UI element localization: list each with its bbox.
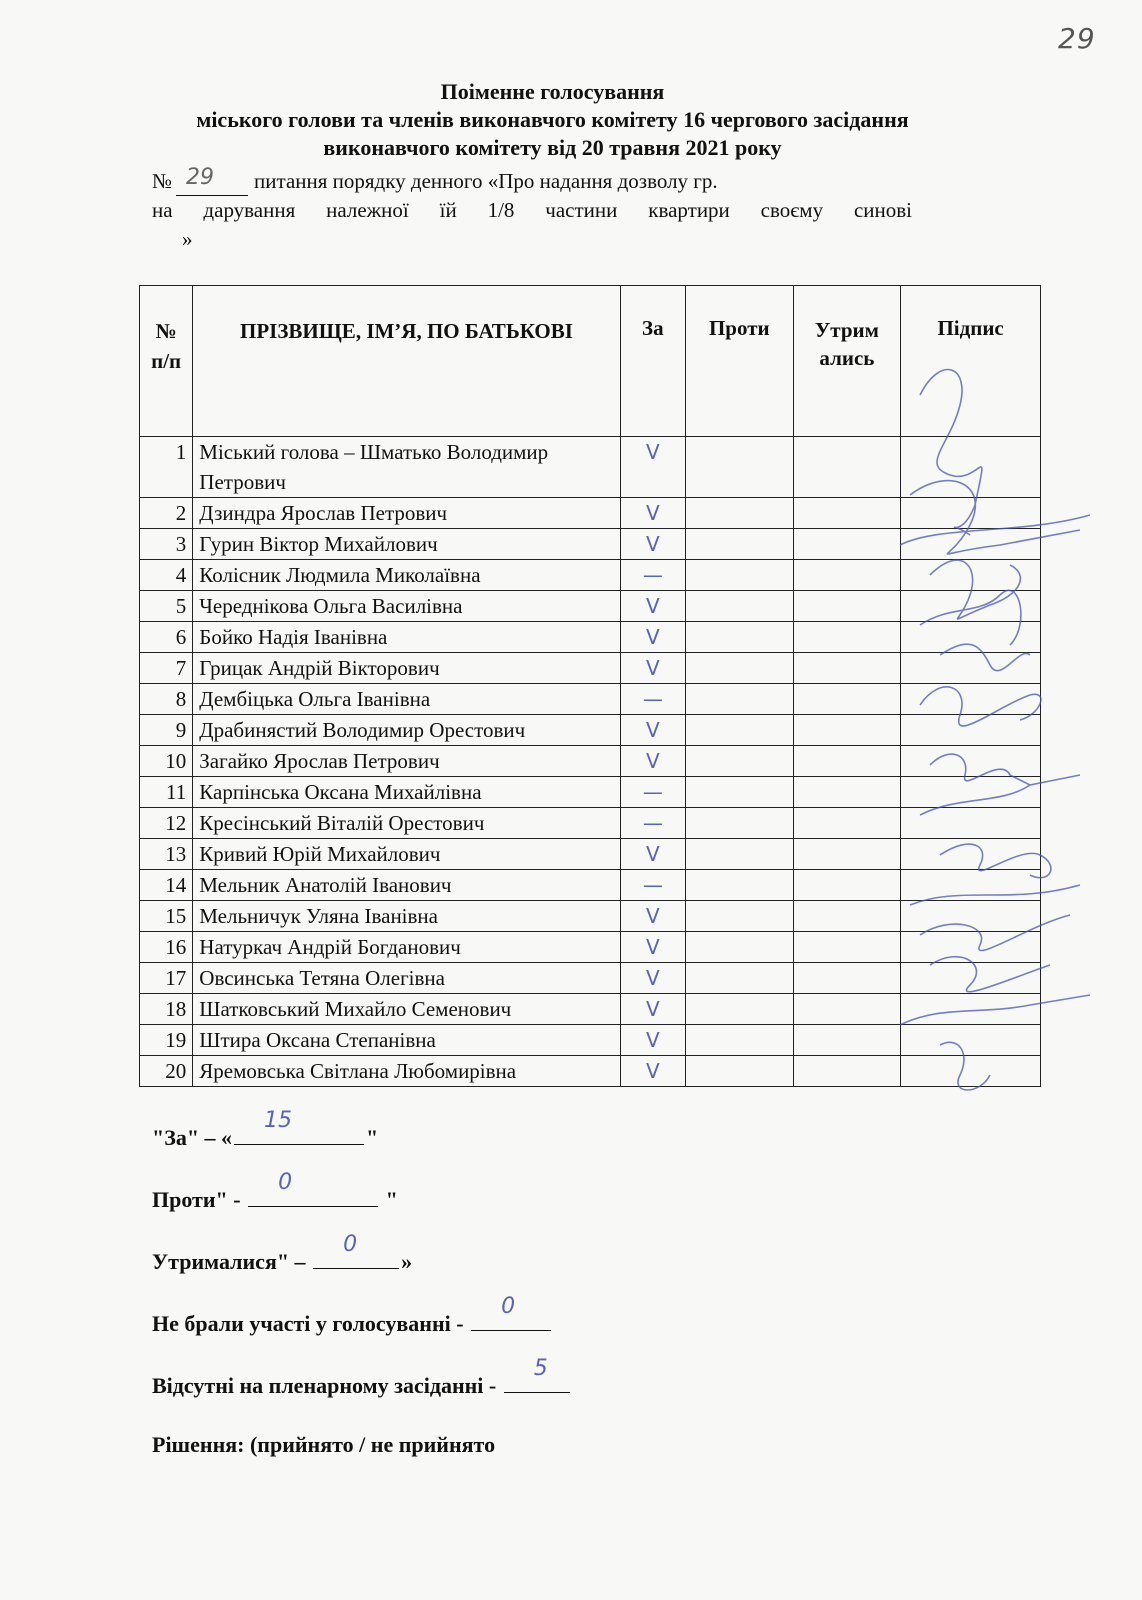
row-for-mark: — — [620, 870, 685, 901]
agenda-line1: питання порядку денного «Про надання дозволу гр. — [254, 169, 718, 193]
row-name: Кресінський Віталій Орестович — [193, 808, 620, 839]
header-against: Проти — [686, 286, 794, 437]
summary-absent-value: 5 — [533, 1356, 548, 1381]
table-row — [140, 901, 1041, 932]
row-number: 16 — [140, 932, 193, 963]
row-name: Кривий Юрій Михайлович — [193, 839, 620, 870]
row-name: Шатковський Михайло Семенович — [193, 994, 620, 1025]
row-against — [686, 437, 794, 498]
summary-for-value: 15 — [264, 1108, 293, 1133]
row-name: Овсинська Тетяна Олегівна — [193, 963, 620, 994]
row-against — [686, 622, 794, 653]
row-against — [686, 839, 794, 870]
row-name: Загайко Ярослав Петрович — [193, 746, 620, 777]
row-signature — [901, 746, 1041, 777]
row-name: Яремовська Світлана Любомирівна — [193, 1056, 620, 1087]
row-signature — [901, 622, 1041, 653]
row-signature — [901, 932, 1041, 963]
summary-for — [152, 1108, 379, 1151]
row-name: Бойко Надія Іванівна — [193, 622, 620, 653]
row-for-mark: V — [620, 653, 685, 684]
row-number: 1 — [140, 437, 193, 498]
row-for-mark: V — [620, 498, 685, 529]
summary-abstained-end: » — [401, 1249, 413, 1274]
agenda-number: 29 — [186, 165, 215, 190]
row-name: Гурин Віктор Михайлович — [193, 529, 620, 560]
row-abstained — [793, 932, 901, 963]
row-for-mark: V — [620, 591, 685, 622]
row-abstained — [793, 653, 901, 684]
table-row — [140, 684, 1041, 715]
document-header — [100, 78, 1005, 162]
row-number: 11 — [140, 777, 193, 808]
page-number: 29 — [1058, 22, 1096, 55]
row-name: Дембіцька Ольга Іванівна — [193, 684, 620, 715]
table-row — [140, 498, 1041, 529]
row-for-mark: V — [620, 963, 685, 994]
summary-for-blank — [234, 1108, 364, 1145]
row-signature — [901, 901, 1041, 932]
row-number: 4 — [140, 560, 193, 591]
agenda-number-blank — [176, 165, 248, 196]
table-row — [140, 653, 1041, 684]
row-name: Мельник Анатолій Іванович — [193, 870, 620, 901]
row-abstained — [793, 870, 901, 901]
table-row — [140, 870, 1041, 901]
row-signature — [901, 684, 1041, 715]
row-number: 10 — [140, 746, 193, 777]
header-subtitle: міського голови та членів виконавчого комітету 16 чергового засідання — [196, 107, 909, 132]
row-signature — [901, 1056, 1041, 1087]
table-row — [140, 622, 1041, 653]
summary-against-blank — [248, 1170, 378, 1207]
row-number: 19 — [140, 1025, 193, 1056]
row-number: 5 — [140, 591, 193, 622]
row-abstained — [793, 963, 901, 994]
row-against — [686, 1056, 794, 1087]
row-number: 2 — [140, 498, 193, 529]
row-abstained — [793, 498, 901, 529]
row-signature — [901, 437, 1041, 498]
row-signature — [901, 963, 1041, 994]
row-for-mark: V — [620, 901, 685, 932]
summary-not-voted-label: Не брали участі у голосуванні - — [152, 1311, 464, 1336]
row-against — [686, 653, 794, 684]
row-for-mark: — — [620, 808, 685, 839]
row-for-mark: V — [620, 1056, 685, 1087]
agenda-item — [152, 167, 912, 254]
row-name: Натуркач Андрій Богданович — [193, 932, 620, 963]
row-signature — [901, 653, 1041, 684]
row-against — [686, 963, 794, 994]
row-name: Дзиндра Ярослав Петрович — [193, 498, 620, 529]
row-against — [686, 498, 794, 529]
agenda-line3: » — [182, 227, 193, 251]
header-date: виконавчого комітету від 20 травня 2021 року — [323, 135, 782, 160]
row-signature — [901, 1025, 1041, 1056]
row-against — [686, 994, 794, 1025]
row-for-mark: V — [620, 437, 685, 498]
row-abstained — [793, 994, 901, 1025]
table-row — [140, 1025, 1041, 1056]
row-abstained — [793, 622, 901, 653]
table-row — [140, 746, 1041, 777]
row-name: Череднікова Ольга Василівна — [193, 591, 620, 622]
row-against — [686, 777, 794, 808]
row-abstained — [793, 591, 901, 622]
summary-absent-label: Відсутні на пленарному засіданні - — [152, 1373, 497, 1398]
row-signature — [901, 808, 1041, 839]
row-abstained — [793, 437, 901, 498]
row-signature — [901, 591, 1041, 622]
row-number: 3 — [140, 529, 193, 560]
row-against — [686, 808, 794, 839]
row-signature — [901, 839, 1041, 870]
header-abstained: Утрим ались — [793, 286, 901, 437]
row-against — [686, 932, 794, 963]
row-number: 18 — [140, 994, 193, 1025]
summary-abstained-value: 0 — [343, 1232, 358, 1257]
row-abstained — [793, 777, 901, 808]
summary-abstained-label: Утрималися" – — [152, 1249, 306, 1274]
row-against — [686, 870, 794, 901]
agenda-line2: на дарування належної їй 1/8 частини квартири своєму синові — [152, 198, 912, 222]
row-for-mark: — — [620, 777, 685, 808]
row-for-mark: V — [620, 1025, 685, 1056]
header-name: ПРІЗВИЩЕ, ІМ’Я, ПО БАТЬКОВІ — [193, 286, 620, 437]
summary-not-voted-blank — [471, 1294, 551, 1331]
row-number: 15 — [140, 901, 193, 932]
row-abstained — [793, 1056, 901, 1087]
summary-abstained-blank — [313, 1232, 399, 1269]
summary-for-label: "За" – « — [152, 1125, 233, 1150]
table-row — [140, 808, 1041, 839]
row-for-mark: V — [620, 994, 685, 1025]
row-against — [686, 684, 794, 715]
table-row — [140, 560, 1041, 591]
table-row — [140, 963, 1041, 994]
row-abstained — [793, 560, 901, 591]
row-for-mark: V — [620, 839, 685, 870]
row-name: Мельничук Уляна Іванівна — [193, 901, 620, 932]
header-no: № п/п — [140, 286, 193, 437]
table-row — [140, 591, 1041, 622]
row-signature — [901, 560, 1041, 591]
row-abstained — [793, 529, 901, 560]
table-row — [140, 994, 1041, 1025]
row-name: Грицак Андрій Вікторович — [193, 653, 620, 684]
row-number: 7 — [140, 653, 193, 684]
table-row — [140, 529, 1041, 560]
table-row — [140, 715, 1041, 746]
row-abstained — [793, 746, 901, 777]
row-name: Штира Оксана Степанівна — [193, 1025, 620, 1056]
summary-not-voted-value: 0 — [501, 1294, 516, 1319]
summary-against-label: Проти" - — [152, 1187, 241, 1212]
row-signature — [901, 529, 1041, 560]
row-number: 13 — [140, 839, 193, 870]
row-signature — [901, 715, 1041, 746]
row-signature — [901, 777, 1041, 808]
summary-absent — [152, 1356, 572, 1399]
row-name: Карпінська Оксана Михайлівна — [193, 777, 620, 808]
header-for: За — [620, 286, 685, 437]
row-for-mark: V — [620, 622, 685, 653]
row-for-mark: V — [620, 715, 685, 746]
row-abstained — [793, 684, 901, 715]
row-name: Міський голова – Шматько Володимир Петрович — [193, 437, 620, 498]
row-abstained — [793, 839, 901, 870]
row-number: 9 — [140, 715, 193, 746]
row-abstained — [793, 1025, 901, 1056]
row-against — [686, 529, 794, 560]
row-number: 8 — [140, 684, 193, 715]
row-for-mark: V — [620, 932, 685, 963]
row-signature — [901, 994, 1041, 1025]
table-row — [140, 777, 1041, 808]
table-row — [140, 932, 1041, 963]
summary-decision: Рішення: (прийнято / не прийнято — [152, 1432, 496, 1457]
summary-not-voted — [152, 1294, 553, 1337]
row-abstained — [793, 715, 901, 746]
table-row — [140, 839, 1041, 870]
summary-abstained — [152, 1232, 413, 1275]
table-header-row — [140, 286, 1041, 437]
row-number: 12 — [140, 808, 193, 839]
summary-against-end: " — [385, 1187, 398, 1212]
row-against — [686, 715, 794, 746]
row-against — [686, 1025, 794, 1056]
row-name: Колісник Людмила Миколаївна — [193, 560, 620, 591]
summary-absent-blank — [504, 1356, 570, 1393]
row-number: 20 — [140, 1056, 193, 1087]
row-for-mark: V — [620, 746, 685, 777]
row-signature — [901, 498, 1041, 529]
row-abstained — [793, 808, 901, 839]
table-row — [140, 437, 1041, 498]
row-against — [686, 746, 794, 777]
row-for-mark: — — [620, 684, 685, 715]
row-against — [686, 591, 794, 622]
row-signature — [901, 870, 1041, 901]
summary-against-value: 0 — [278, 1170, 293, 1195]
row-number: 17 — [140, 963, 193, 994]
row-name: Драбинястий Володимир Орестович — [193, 715, 620, 746]
header-title: Поіменне голосування — [440, 79, 665, 104]
row-number: 6 — [140, 622, 193, 653]
header-signature: Підпис — [901, 286, 1041, 437]
agenda-prefix: № — [152, 169, 173, 193]
row-for-mark: V — [620, 529, 685, 560]
row-against — [686, 901, 794, 932]
row-abstained — [793, 901, 901, 932]
summary-against — [152, 1170, 398, 1213]
row-for-mark: — — [620, 560, 685, 591]
table-row — [140, 1056, 1041, 1087]
row-against — [686, 560, 794, 591]
summary-for-end: " — [366, 1125, 379, 1150]
row-number: 14 — [140, 870, 193, 901]
voting-table — [139, 285, 1041, 1087]
